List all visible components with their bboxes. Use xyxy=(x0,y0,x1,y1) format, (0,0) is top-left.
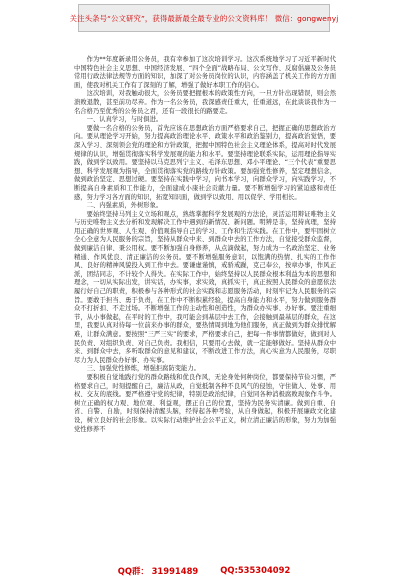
section-heading-3: 三、加强党性修炼，增强拒腐防变能力。 xyxy=(86,365,200,373)
section-heading-1: 一、认真学习，与时俱进。 xyxy=(86,116,163,124)
header-banner xyxy=(69,4,339,32)
paragraph-intro: 作为**年度新录用公务员，我有幸参加了这次培训学习。这次系统地学习了习近平新时代中国特色社会主义思想、中国经济发展、“四个全面”战略布局、公文写作、反腐倡廉及公务员常用行政法律法规等方面的知识，加深了对公务员岗位的认识，内容涵盖了机关工作的方方面面，使我对机关工作有了深刻的了解，增强了做好本职工作的信心。 xyxy=(74,56,336,89)
footer-contact xyxy=(0,565,408,577)
document-body xyxy=(74,56,336,434)
paragraph-section-1: 要做一名合格的公务员，首先应该在思想政治方面严格要求自己，把握正确的思想政治方向。要从理论学习开始，努力提高政治理论水平、政策水平和政治鉴别力，提高政治觉悟，要深入学习、深刻领会党的理论和方针政策，把握中国特色社会主义理论体系，提高对时代发展规律的认识，增强贯彻落实科学发展观的能力和水平。要坚持理论联系实际，运用理论指导实践，做到学以致用。要坚持以马克思列宁主义、毛泽东思想、邓小平理论、“三个代表”重要思想、科学发展观为指导，全面贯彻落实党的路线方针政策。要加强党性修养，坚定理想信念，做到政治坚定、思想过硬。要坚持在实践中学习，向书本学习，向群众学习，向实践学习，不断提高自身素质和工作能力，全面建成小康社会贡献力量。要不断增强学习的紧迫感和责任感，努力学习各方面的知识，拓宽知识面，做到学以致用、用以促学、学用相长。 xyxy=(74,124,336,201)
paragraph-section-3: 要积极自觉地践行党的群众路线和优良作风，无论身处何种岗位，都要保持节俭习惯，严格要求自己，时刻提醒自己，廉洁从政，自觉抵制各种不良风气的侵蚀，守住做人、处事、用权、交友的底线。要严格遵守党的纪律，特别是政治纪律，自觉同各种消极腐败现象作斗争。树立正确的权力观、地位观、利益观，摆正自己的位置，坚持为民务实清廉。做到自重、自省、自警、自励，时刻保持清醒头脑，经得起各种考验，从自身做起，积极开展廉政文化建设，树立良好的社会形象。以实际行动维护社会公平正义，树立清正廉洁的形象，努力为加强党性修养不 xyxy=(74,373,336,433)
paragraph-reflection: 这次培训，对我触动很大，公务员要把握根本的政策性方向，一旦方针出现错误，则会然溃败退散，甚至前功尽弃。作为一名公务员，我深感责任重大，任重道远，在此谈谈我作为一名合格乃至优秀的公务员之君，还有一段很长的路要走。 xyxy=(74,90,336,115)
banner-text: 关注头条号“公文研究”，获得最新最全最专业的公文资料库！ 微信：gongwenyj xyxy=(69,13,339,23)
footer-qq: QQ:535304092 xyxy=(220,565,291,575)
footer-qq-group: QQ群： 31991489 xyxy=(117,566,199,576)
section-heading-2: 二、内强素质，外树形象。 xyxy=(86,202,163,210)
paragraph-section-2: 要始终坚持马列主义立场和观点，熟练掌握科学发展观的方法论，灵活运用辩证唯物主义与历史唯物主义去分析和发现解决工作中遇到的新情况、新问题。明辨是非，坚持真理，坚持用正确的世界观、人生观、价值观指导自己的学习、工作和生活实践。在工作中，要牢固树立全心全意为人民服务的宗旨，坚持从群众中来、到群众中去的工作方法，自觉接受群众监督，做到廉洁自律、秉公用权。要不断加强自身修养，从点滴做起，努力成为一名政治坚定、业务精通、作风优良、清正廉洁的公务员。要不断增强服务意识，以饱满的热情、扎实的工作作风、良好的精神风貌投入到工作中去。要谦虚谨慎，戒骄戒躁，克己奉公，按章办事，作风正派，团结同志，不计较个人得失。在实际工作中，始终坚持以人民群众根本利益为本的思想和理念，一切从实际出发，讲实话，办实事，求实效，真抓实干，真正按照人民群众的意愿依法履行好自己的职责，积极参与各种形式的社会实践和志愿服务活动，时刻牢记为人民服务的宗旨。要敢于担当、勇于负责，在工作中不断积累经验，提高自身能力和水平，努力做到服务群众不打折扣、不走过场。不断增强工作的主动性和创造性，为群众办实事、办好事。要注重细节，从小事做起，在平时的工作中，我可能会到基层中去工作，会接触到最基层的群众，在这里，我要认真对待每一位前来办事的群众，要热情周到地为他们服务，真正做到为群众排忧解难，让群众满意。要按照“三严三实”的要求，严格要求自己，把每一件事情都做好，做到对人民负责、对组织负责、对自己负责。我相信，只要用心去做，就一定能够做好。坚持从群众中来、到群众中去，多听取群众的意见和建议，不断改进工作方法，真心实意为人民服务，尽职尽力为人民群众办好事、办实事。 xyxy=(74,210,336,364)
